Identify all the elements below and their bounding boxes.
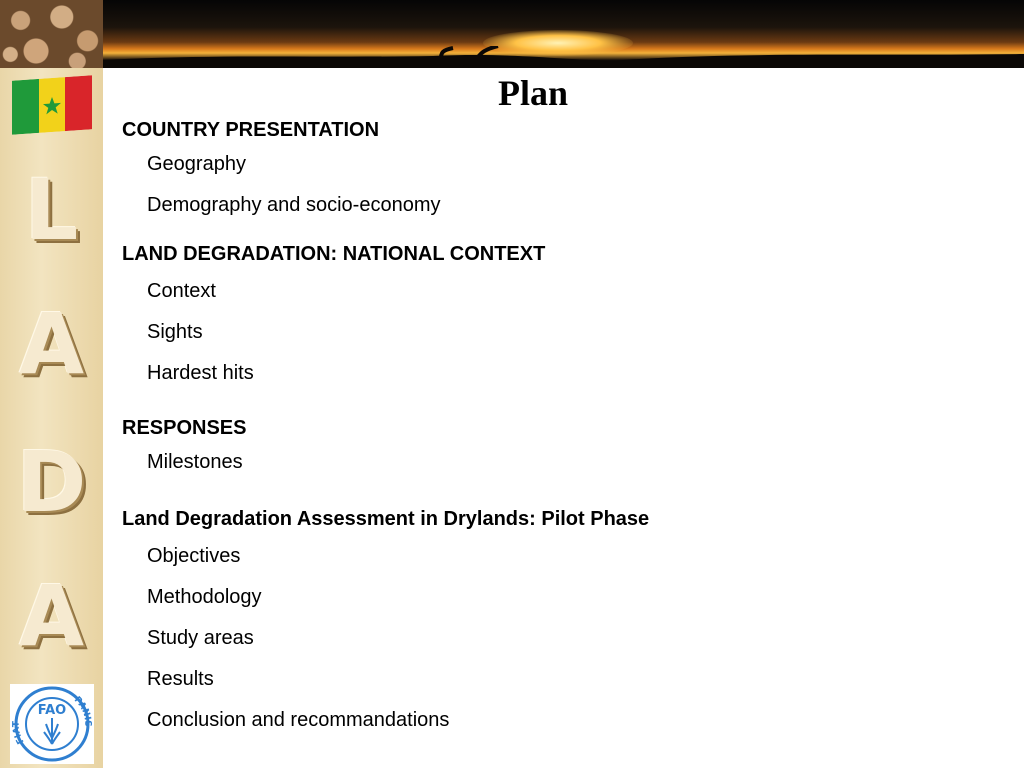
outline-item-conclusion: Conclusion and recommandations: [147, 709, 450, 731]
section-heading-land-degradation: LAND DEGRADATION: NATIONAL CONTEXT: [122, 243, 546, 265]
senegal-flag-icon: [12, 75, 92, 135]
outline-item-objectives: Objectives: [147, 545, 241, 567]
fao-logo-icon: [10, 684, 94, 764]
sidebar-letter-d: D: [16, 433, 87, 531]
section-heading-country-presentation: COUNTRY PRESENTATION: [122, 119, 380, 141]
slide-title: Plan: [497, 73, 568, 113]
section-heading-responses: RESPONSES: [122, 417, 247, 439]
outline-item-methodology: Methodology: [147, 586, 262, 608]
fao-logo-text-right: PANIS: [71, 694, 93, 727]
outline-item-context: Context: [147, 280, 216, 302]
outline-item-hardest-hits: Hardest hits: [147, 362, 254, 384]
horizon-hills: [103, 46, 1024, 68]
outline-item-results: Results: [147, 668, 214, 690]
outline-item-study-areas: Study areas: [147, 627, 254, 649]
fao-logo-letters: FAO: [37, 703, 67, 718]
svg-text:FIAT: [12, 720, 27, 745]
fao-logo-text-left: FIAT: [11, 720, 27, 746]
flag-stripe-red: [65, 75, 92, 131]
fao-logo: [10, 684, 94, 764]
sidebar-letter-a: A: [18, 295, 84, 393]
sunset-banner-image: [103, 0, 1024, 68]
sidebar-letter-l: L: [24, 161, 79, 259]
outline-item-sights: Sights: [147, 321, 203, 343]
sidebar-letter-a-2: A: [18, 567, 84, 665]
outline-item-milestones: Milestones: [147, 451, 243, 473]
section-heading-lada-pilot: Land Degradation Assessment in Drylands: Pilot Phase: [122, 508, 650, 530]
outline-item-geography: Geography: [147, 153, 246, 175]
flag-stripe-green: [12, 79, 39, 135]
outline-item-demography: Demography and socio-economy: [147, 194, 441, 216]
cracked-earth-image: [0, 0, 103, 68]
